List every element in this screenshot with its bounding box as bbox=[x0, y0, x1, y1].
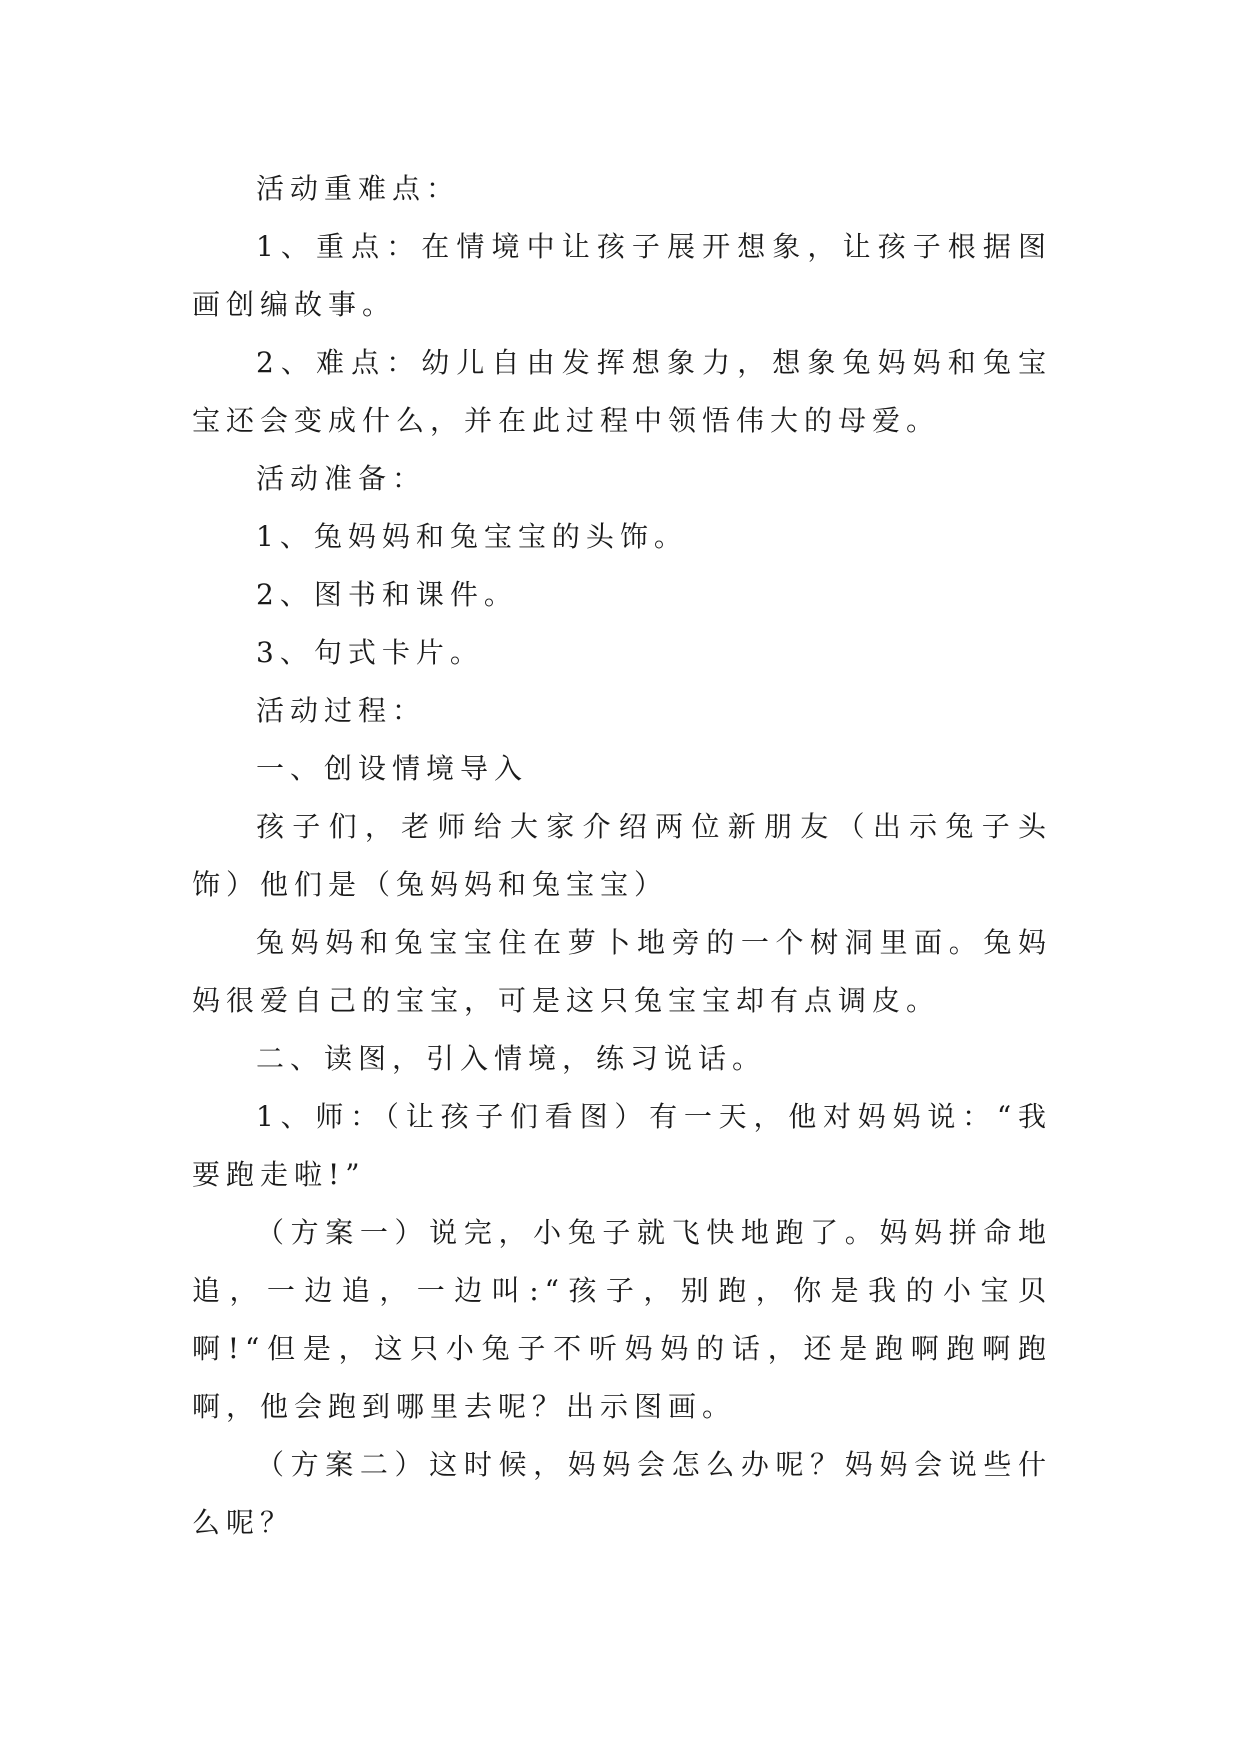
paragraph-rabbit-story: 兔妈妈和兔宝宝住在萝卜地旁的一个树洞里面。兔妈妈很爱自己的宝宝，可是这只兔宝宝却有点调皮。 bbox=[192, 926, 1052, 1017]
heading-preparation: 活动准备： bbox=[256, 462, 427, 495]
heading-key-difficult-points: 活动重难点： bbox=[256, 172, 461, 205]
preparation-item-1: 1、兔妈妈和兔宝宝的头饰。 bbox=[256, 520, 688, 553]
paragraph-plan-one: （方案一）说完，小兔子就飞快地跑了。妈妈拼命地追，一边追，一边叫:“孩子，别跑，你是我的小宝贝啊!“但是，这只小兔子不听妈妈的话，还是跑啊跑啊跑啊，他会跑到哪里去呢？出示图画。 bbox=[192, 1216, 1052, 1423]
preparation-item-2: 2、图书和课件。 bbox=[256, 578, 518, 611]
paragraph-difficult-point: 2、难点：幼儿自由发挥想象力，想象兔妈妈和兔宝宝还会变成什么，并在此过程中领悟伟大的母爱。 bbox=[192, 346, 1052, 437]
process-section-1-heading: 一、创设情境导入 bbox=[256, 752, 529, 785]
paragraph-teacher-step-1: 1、师：（让孩子们看图）有一天，他对妈妈说：“我要跑走啦!” bbox=[192, 1100, 1052, 1191]
document-body bbox=[192, 160, 1052, 1552]
paragraph-key-point: 1、重点：在情境中让孩子展开想象，让孩子根据图画创编故事。 bbox=[192, 230, 1052, 321]
process-section-2-heading: 二、读图，引入情境，练习说话。 bbox=[256, 1042, 767, 1075]
paragraph-introduce-friends: 孩子们，老师给大家介绍两位新朋友（出示兔子头饰）他们是（兔妈妈和兔宝宝） bbox=[192, 810, 1052, 901]
paragraph-plan-two: （方案二）这时候，妈妈会怎么办呢？妈妈会说些什么呢？ bbox=[192, 1448, 1052, 1539]
heading-process: 活动过程： bbox=[256, 694, 427, 727]
preparation-item-3: 3、句式卡片。 bbox=[256, 636, 484, 669]
